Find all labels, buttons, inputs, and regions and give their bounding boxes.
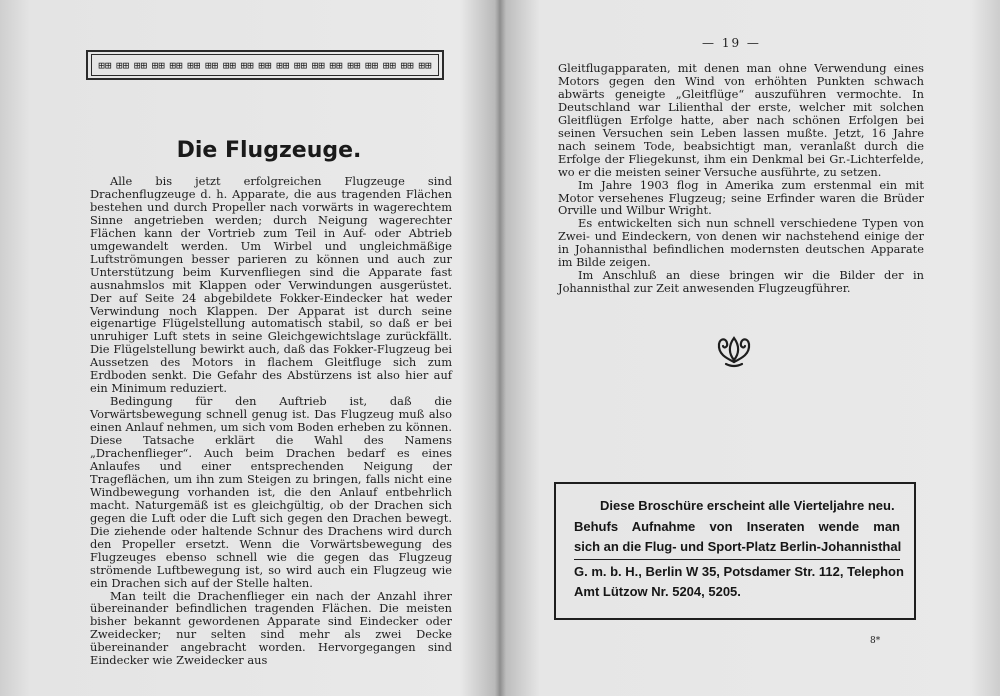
notice-line: Diese Broschüre erscheint alle Vierteljahre neu.	[600, 498, 895, 513]
signature-mark: 8*	[870, 636, 881, 646]
ornament-glyph-icon: ⊞⊞	[293, 58, 308, 72]
ornament-glyph-icon: ⊞⊞	[400, 58, 414, 72]
paragraph: Es entwickelten sich nun schnell verschiedene Typen von Zwei- und Eindeckern, von denen wir nachstehend einige der in Johannisthal befindlichen modernsten deutschen Apparate im Bilde zeigen.	[558, 216, 924, 270]
fleuron-ornament-icon	[714, 332, 754, 372]
ornament-glyph-icon: ⊞⊞	[240, 58, 254, 72]
paragraph: Im Jahre 1903 flog in Amerika zum erstenmal ein mit Motor versehenes Flugzeug; seine Erfinder waren die Brüder Orville und Wilbur Wright.	[558, 177, 924, 218]
ornament-glyph-icon: ⊞⊞	[133, 58, 148, 72]
ornament-glyph-icon: ⊞⊞	[418, 58, 432, 72]
ornament-glyph-icon: ⊞⊞	[258, 58, 272, 72]
paragraph: Bedingung für den Auftrieb ist, daß die Vorwärtsbewegung schnell genug ist. Das Flugzeug muß also einen Anlauf nehmen, um sich vom Boden erheben zu können. Diese Tatsache erklärt die Wahl des Namens „Drachenflieger“. Auch beim Drachen bedarf es eines Anlaufes und einer entsprechenden Neigung der Trageflächen, um ihn zum Steigen zu bringen, falls nicht eine Windbewegung vorhanden ist, die den Anlauf entbehrlich macht. Naturgemäß ist es gleichgültig, ob der Drachen sich gegen die Luft oder die Luft sich gegen den Drachen bewegt. Die ziehende oder haltende Schnur des Drachens wird durch den Propeller ersetzt. Wenn die Vorwärtsbewegung des Flugzeuges ebenso schnell wie die gegen das Flugzeug strömende Luftbewegung ist, so wird auch ein Flugzeug wie ein Drachen sich auf der Stelle halten.	[90, 394, 452, 590]
ornament-glyph-icon: ⊞⊞	[329, 58, 343, 72]
ornament-glyph-icon: ⊞⊞	[151, 58, 165, 72]
ornament-glyph-icon: ⊞⊞	[276, 58, 290, 72]
ornament-border	[86, 50, 444, 80]
notice-line: G. m. b. H., Berlin W 35, Potsdamer Str. 112, Telephon	[574, 563, 904, 579]
left-body-text	[90, 175, 452, 667]
paragraph: Man teilt die Drachenflieger ein nach der Anzahl ihrer übereinander befindlichen tragenden Flächen. Die meisten bisher bekannt gewordenen Apparate sind Eindecker oder Zweidecker; nur selten sind mehr als zwei Decke übereinander angebracht worden. Hervorgegangen sind Eindecker wie Zweidecker aus	[90, 588, 452, 668]
notice-line: Behufs Aufnahme von Inseraten wende man	[574, 518, 900, 534]
ornament-glyph-icon: ⊞⊞	[311, 58, 325, 72]
ornament-glyph-icon: ⊞⊞	[169, 58, 183, 72]
page-number: — 19 —	[702, 36, 761, 50]
notice-line: sich an die Flug- und Sport-Platz Berlin-Johannisthal	[574, 537, 900, 560]
right-page	[502, 0, 1000, 696]
ornament-glyph-icon: ⊞⊞	[364, 58, 379, 72]
paragraph: Im Anschluß an diese bringen wir die Bilder der in Johannisthal zur Zeit anwesenden Flugzeugführer.	[558, 268, 924, 296]
paragraph: Alle bis jetzt erfolgreichen Flugzeuge sind Drachenflugzeuge d. h. Apparate, die aus tragenden Flächen bestehen und durch Propeller nach vorwärts in wagerechtem Sinne angetrieben werden; durch Neigung wagerechter Flächen kann der Vortrieb zum Teil in Auf- oder Abtrieb umgewandelt werden. Um Wirbel und ungleichmäßige Luftströmungen besser parieren zu können und auch zur Unterstützung beim Kurvenfliegen sind die Apparate fast ausnahmslos mit Klappen oder Verwindungen ausgerüstet. Der auf Seite 24 abgebildete Fokker-Eindecker hat weder Verwindung noch Klappen. Der Apparat ist durch seine eigenartige Flügelstellung automatisch stabil, so daß er bei unruhiger Luft stets in seine Gleichgewichtslage zurückfällt. Die Flügelstellung bewirkt auch, daß das Fokker-Flugzeug bei Aussetzen des Motors in flachem Gleitfluge sich zum Erdboden senkt. Die Gefahr des Abstürzens ist also hier auf ein Minimum reduziert.	[90, 174, 452, 396]
ornament-glyph-icon: ⊞⊞	[222, 58, 236, 72]
ornament-pattern	[91, 54, 439, 76]
ornament-glyph-icon: ⊞⊞	[98, 58, 112, 72]
ornament-glyph-icon: ⊞⊞	[187, 58, 201, 72]
left-page	[0, 0, 498, 696]
ornament-glyph-icon: ⊞⊞	[204, 58, 219, 72]
ornament-glyph-icon: ⊞⊞	[382, 58, 397, 72]
paragraph: Gleitflugapparaten, mit denen man ohne Verwendung eines Motors gegen den Wind von erhöhten Punkten schwach abwärts geneigte „Gleitflüge“ auszuführen vermochte. In Deutschland war Lilienthal der erste, welcher mit solchen Gleitflügen Erfolge hatte, aber nach schönen Erfolgen bei seinen Versuchen sein Leben lassen mußte. Jetzt, 16 Jahre nach seinem Tode, beabsichtigt man, veranlaßt durch die Erfolge der Fliegekunst, ihm ein Denkmal bei Gr.-Lichterfelde, wo er die meisten seiner Versuche ausführte, zu setzen.	[558, 61, 924, 179]
notice-line: Amt Lützow Nr. 5204, 5205.	[574, 584, 741, 599]
ornament-glyph-icon: ⊞⊞	[116, 58, 130, 72]
ornament-glyph-icon: ⊞⊞	[347, 58, 361, 72]
right-body-text	[558, 62, 924, 295]
advertisement-notice-box	[554, 482, 916, 620]
chapter-title: Die Flugzeuge.	[176, 138, 362, 163]
